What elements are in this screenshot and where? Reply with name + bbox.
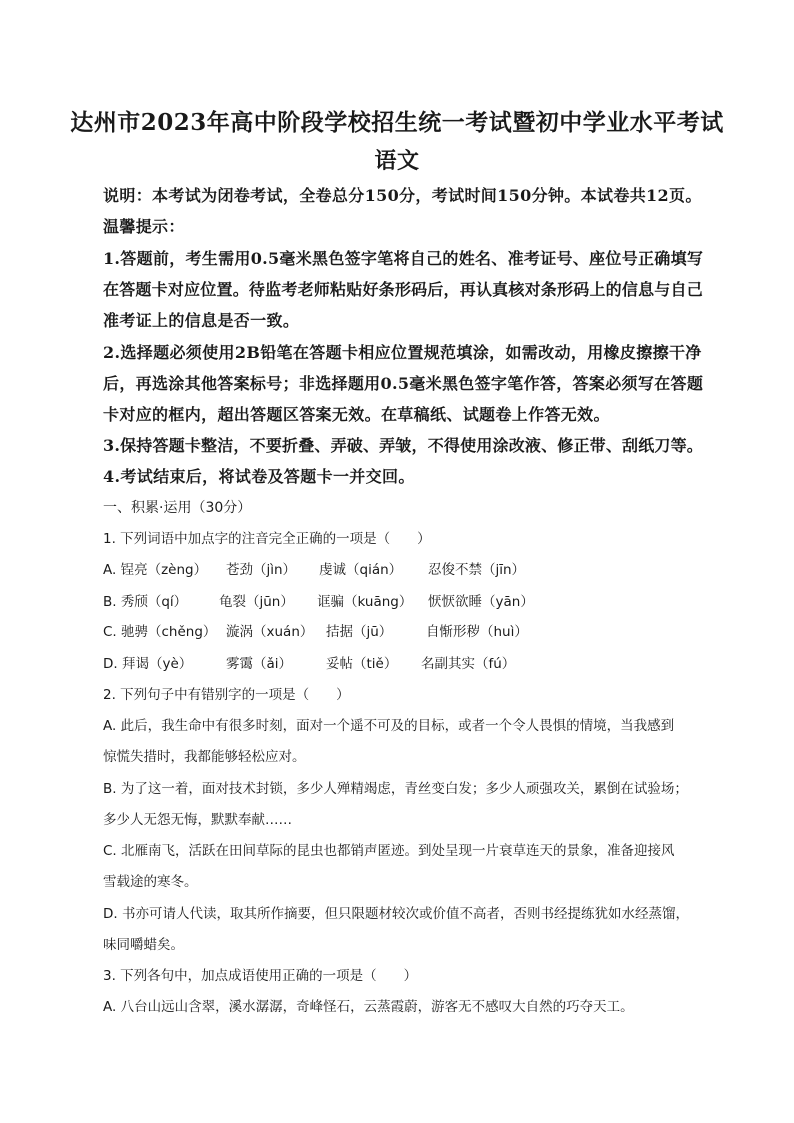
tip-line: 4.考试结束后，将试卷及答题卡一并交回。 bbox=[103, 467, 415, 486]
question-3-line: A. 八台山远山含翠，溪水潺潺，奇峰怪石，云蒸霞蔚，游客无不感叹大自然的巧夺天工。 bbox=[103, 999, 634, 1015]
question-2-line: 雪载途的寒冬。 bbox=[103, 874, 198, 890]
question-2-line: D. 书亦可请人代读，取其所作摘要，但只限题材较次或价值不高者，否则书经提练犹如水经蒸馏， bbox=[103, 906, 689, 922]
exam-title: 达州市2023年高中阶段学校招生统一考试暨初中学业水平考试 bbox=[70, 109, 724, 136]
option-word: 虔诚（qián） bbox=[319, 562, 403, 578]
exam-subject: 语文 bbox=[374, 148, 420, 174]
option-word: 漩涡（xuán） bbox=[226, 624, 314, 640]
tip-line: 准考证上的信息是否一致。 bbox=[103, 311, 300, 330]
question-2-stem: 2. 下列句子中有错别字的一项是（ ） bbox=[103, 687, 350, 703]
option-word: C. 驰骋（chěng） bbox=[103, 624, 217, 640]
question-2-line: 多少人无怨无悔，默默奉献…… bbox=[103, 812, 292, 828]
option-word: 苍劲（jìn） bbox=[226, 562, 297, 578]
tip-line: 后，再选涂其他答案标号；非选择题用0.5毫米黑色签字笔作答，答案必须写在答题 bbox=[103, 374, 704, 393]
option-word: 拮据（jū） bbox=[326, 624, 393, 640]
option-word: 恹恹欲睡（yān） bbox=[428, 594, 534, 610]
tip-line: 卡对应的框内，超出答题区答案无效。在草稿纸、试题卷上作答无效。 bbox=[103, 405, 610, 424]
question-2-line: A. 此后，我生命中有很多时刻，面对一个遥不可及的目标，或者一个令人畏惧的情境，当我感到 bbox=[103, 718, 675, 734]
question-3-stem: 3. 下列各句中，加点成语使用正确的一项是（ ） bbox=[103, 968, 418, 984]
tip-line: 在答题卡对应位置。待监考老师粘贴好条形码后，再认真核对条形码上的信息与自己 bbox=[103, 280, 703, 299]
question-2-line: C. 北雁南飞，活跃在田间草际的昆虫也都销声匿迹。到处呈现一片衰草连天的景象，准备迎接风 bbox=[103, 843, 675, 859]
section-heading: 一、积累·运用（30分） bbox=[103, 500, 252, 516]
question-2-line: 味同嚼蜡矣。 bbox=[103, 937, 184, 953]
tips-heading: 温馨提示： bbox=[103, 217, 185, 236]
question-1-stem: 1. 下列词语中加点字的注音完全正确的一项是（ ） bbox=[103, 531, 431, 547]
option-word: 忍俊不禁（jīn） bbox=[428, 562, 526, 578]
option-word: 龟裂（jūn） bbox=[219, 594, 294, 610]
tip-line: 1.答题前，考生需用0.5毫米黑色签字笔将自己的姓名、准考证号、座位号正确填写 bbox=[103, 249, 704, 268]
tip-line: 3.保持答题卡整洁，不要折叠、弄破、弄皱，不得使用涂改液、修正带、刮纸刀等。 bbox=[103, 436, 704, 455]
option-word: 妥帖（tiě） bbox=[326, 656, 398, 672]
option-word: 名副其实（fú） bbox=[421, 656, 516, 672]
question-2-line: B. 为了这一着，面对技术封锁，多少人殚精竭虑，青丝变白发；多少人顽强攻关，累倒在试验场； bbox=[103, 781, 688, 797]
exam-note: 说明：本考试为闭卷考试，全卷总分150分，考试时间150分钟。本试卷共12页。 bbox=[103, 186, 702, 205]
option-word: 诓骗（kuāng） bbox=[317, 594, 413, 610]
option-word: B. 秀颀（qí） bbox=[103, 594, 188, 610]
option-word: 雾霭（ǎi） bbox=[226, 656, 293, 672]
option-word: A. 锃亮（zèng） bbox=[103, 562, 208, 578]
option-word: D. 拜谒（yè） bbox=[103, 656, 193, 672]
tip-line: 2.选择题必须使用2B铅笔在答题卡相应位置规范填涂，如需改动，用橡皮擦擦干净 bbox=[103, 343, 702, 362]
question-2-line: 惊慌失措时，我都能够轻松应对。 bbox=[103, 749, 306, 765]
option-word: 自惭形秽（huì） bbox=[426, 624, 528, 640]
